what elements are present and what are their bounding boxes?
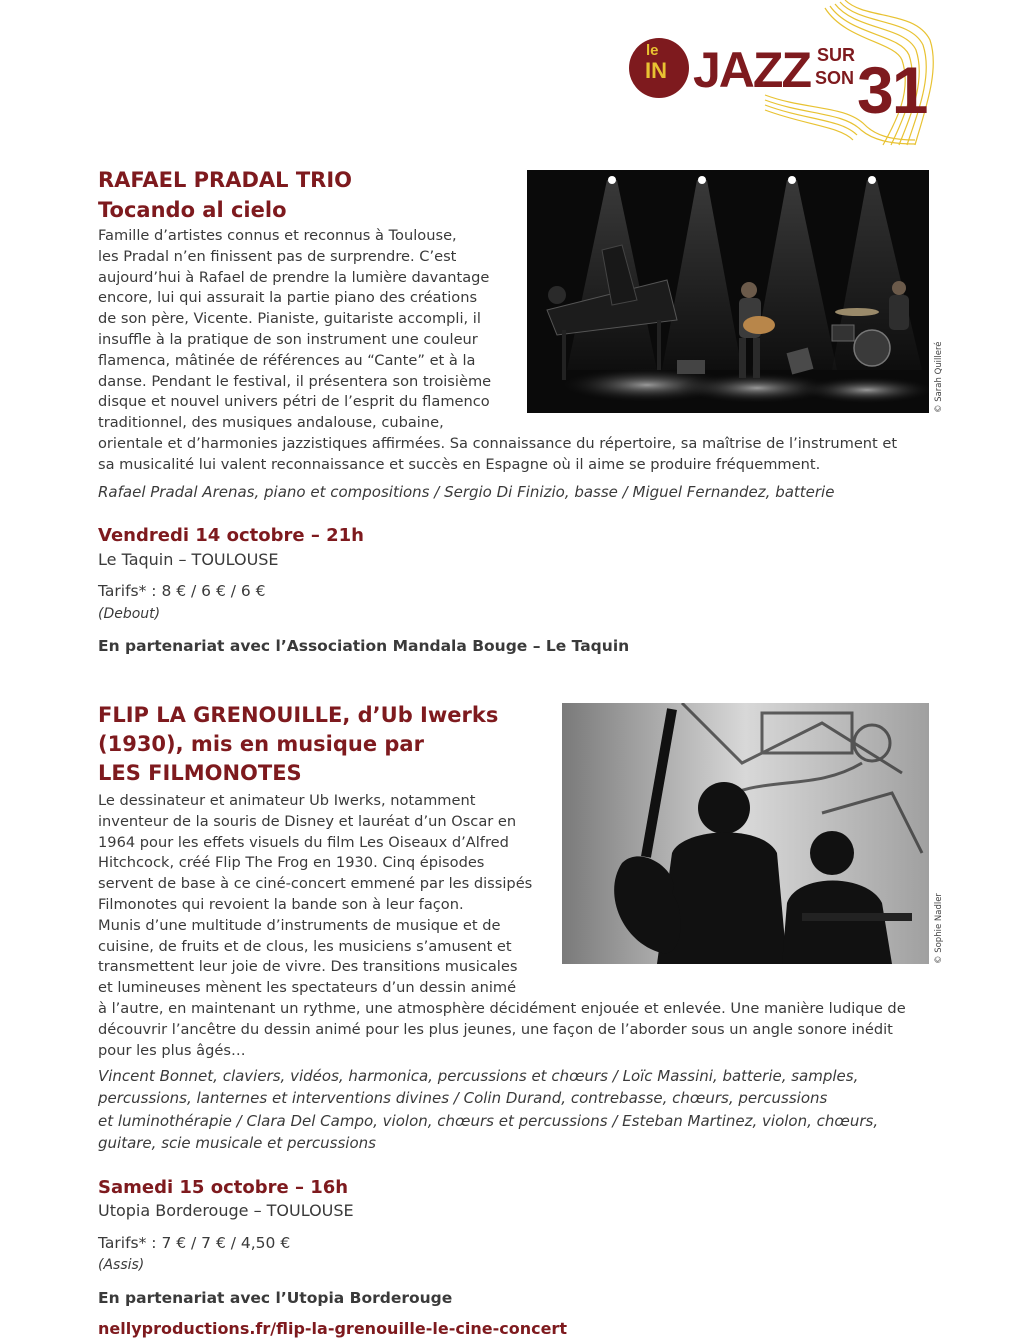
event1-line: danse. Pendant le festival, il présentera son troisième (98, 372, 492, 390)
event1-partner: En partenariat avec l’Association Mandala Bouge – Le Taquin (98, 637, 630, 655)
event1-line: traditionnel, des musiques andalouse, cubaine, (98, 414, 444, 432)
event1-venue: Le Taquin – TOULOUSE (98, 550, 279, 569)
event2-venue: Utopia Borderouge – TOULOUSE (98, 1201, 354, 1220)
event2-credit-line: guitare, scie musicale et percussions (98, 1133, 376, 1152)
event2-line: servent de base à ce ciné-concert emmené par les dissipés (98, 875, 533, 893)
event1-line: flamenca, mâtinée de références au “Cante” et à la (98, 351, 476, 369)
event1-photo-credit: © Sarah Quilleré (934, 341, 944, 413)
event1-description (98, 226, 928, 476)
event2-partner: En partenariat avec l’Utopia Borderouge (98, 1289, 453, 1307)
event2-line: Munis d’une multitude d’instruments de musique et de (98, 916, 501, 934)
event1-line: les Pradal n’en finissent pas de surprendre. C’est (98, 247, 457, 265)
event1-credits: Rafael Pradal Arenas, piano et compositions / Sergio Di Finizio, basse / Miguel Fernandez, batterie (98, 483, 835, 501)
event2-credit-line: et luminothérapie / Clara Del Campo, violon, chœurs et percussions / Esteban Martinez, violon, chœurs, (98, 1111, 879, 1130)
event1-line: Famille d’artistes connus et reconnus à Toulouse, (98, 227, 457, 244)
event2-line: cuisine, de fruits et de clous, les musiciens s’amusent et (98, 937, 512, 955)
event2-line: transmettent leur joie de vivre. Des transitions musicales (98, 958, 518, 976)
event2-photo-credit: © Sophie Nadler (934, 893, 944, 964)
logo-le: le (646, 42, 659, 59)
event2-website-link[interactable]: nellyproductions.fr/flip-la-grenouille-le-cine-concert (98, 1319, 567, 1338)
logo-in: IN (645, 58, 667, 83)
event1-title: RAFAEL PRADAL TRIO (98, 168, 352, 192)
event1-line: orientale et d’harmonies jazzistiques affirmées. Sa connaissance du répertoire, sa maîtrise de l’instrument et (98, 434, 898, 452)
event1-line: de son père, Vicente. Pianiste, guitariste accompli, il (98, 310, 481, 328)
event2-line: inventeur de la souris de Disney et lauréat d’un Oscar en (98, 812, 517, 830)
event2-line: pour les plus âgés… (98, 1041, 246, 1059)
event2-line: Hitchcock, créé Flip The Frog en 1930. Cinq épisodes (98, 854, 485, 872)
event2-credits (98, 1065, 928, 1154)
event1-tarifs: Tarifs* : 8 € / 6 € / 6 € (98, 582, 266, 600)
event2-line: Le dessinateur et animateur Ub Iwerks, notamment (98, 792, 476, 809)
event2-note: (Assis) (98, 1257, 145, 1273)
event1-note: (Debout) (98, 606, 161, 622)
event2-title-line2: (1930), mis en musique par (98, 732, 424, 756)
event1-date: Vendredi 14 octobre – 21h (98, 525, 364, 546)
logo-jazz: JAZZ (693, 42, 810, 98)
event2-line: découvrir l’ancêtre du dessin animé pour les plus jeunes, une façon de l’aborder sous un angle sonore inédit (98, 1020, 893, 1038)
event1-line: sa musicalité lui valent reconnaissance et succès en Espagne où il aime se produire fréquemment. (98, 455, 821, 473)
festival-logo (615, 0, 935, 150)
event2-line: à l’autre, en maintenant un rythme, une atmosphère décidément enjouée et enlevée. Une manière ludique de (98, 999, 906, 1017)
event1-line: insuffle à la pratique de son instrument une couleur (98, 330, 478, 348)
event2-credit-line: percussions, lanternes et interventions divines / Colin Durand, contrebasse, chœurs, percussions (98, 1089, 828, 1108)
event2-description (98, 791, 928, 1061)
event2-line: 1964 pour les effets visuels du film Les Oiseaux d’Alfred (98, 833, 509, 851)
event1-line: aujourd’hui à Rafael de prendre la lumière davantage (98, 268, 490, 286)
event2-credit-line: Vincent Bonnet, claviers, vidéos, harmonica, percussions et chœurs / Loïc Massini, batterie, samples, (98, 1067, 859, 1085)
event2-line: et lumineuses mènent les spectateurs d’un dessin animé (98, 979, 517, 997)
event2-tarifs: Tarifs* : 7 € / 7 € / 4,50 € (98, 1234, 291, 1252)
event1-line: disque et nouvel univers pétri de l’esprit du flamenco (98, 393, 490, 411)
event1-subtitle: Tocando al cielo (98, 198, 287, 222)
logo-31: 31 (857, 53, 927, 127)
logo-sur: SUR (817, 45, 856, 65)
event2-line: Filmonotes qui revoient la bande son à leur façon. (98, 895, 464, 913)
event1-line: encore, lui qui assurait la partie piano des créations (98, 289, 478, 307)
logo-son: SON (815, 68, 855, 88)
event2-title-line3: LES FILMONOTES (98, 761, 302, 785)
event2-title-line1: FLIP LA GRENOUILLE, d’Ub Iwerks (98, 703, 499, 727)
event2-date: Samedi 15 octobre – 16h (98, 1177, 349, 1198)
